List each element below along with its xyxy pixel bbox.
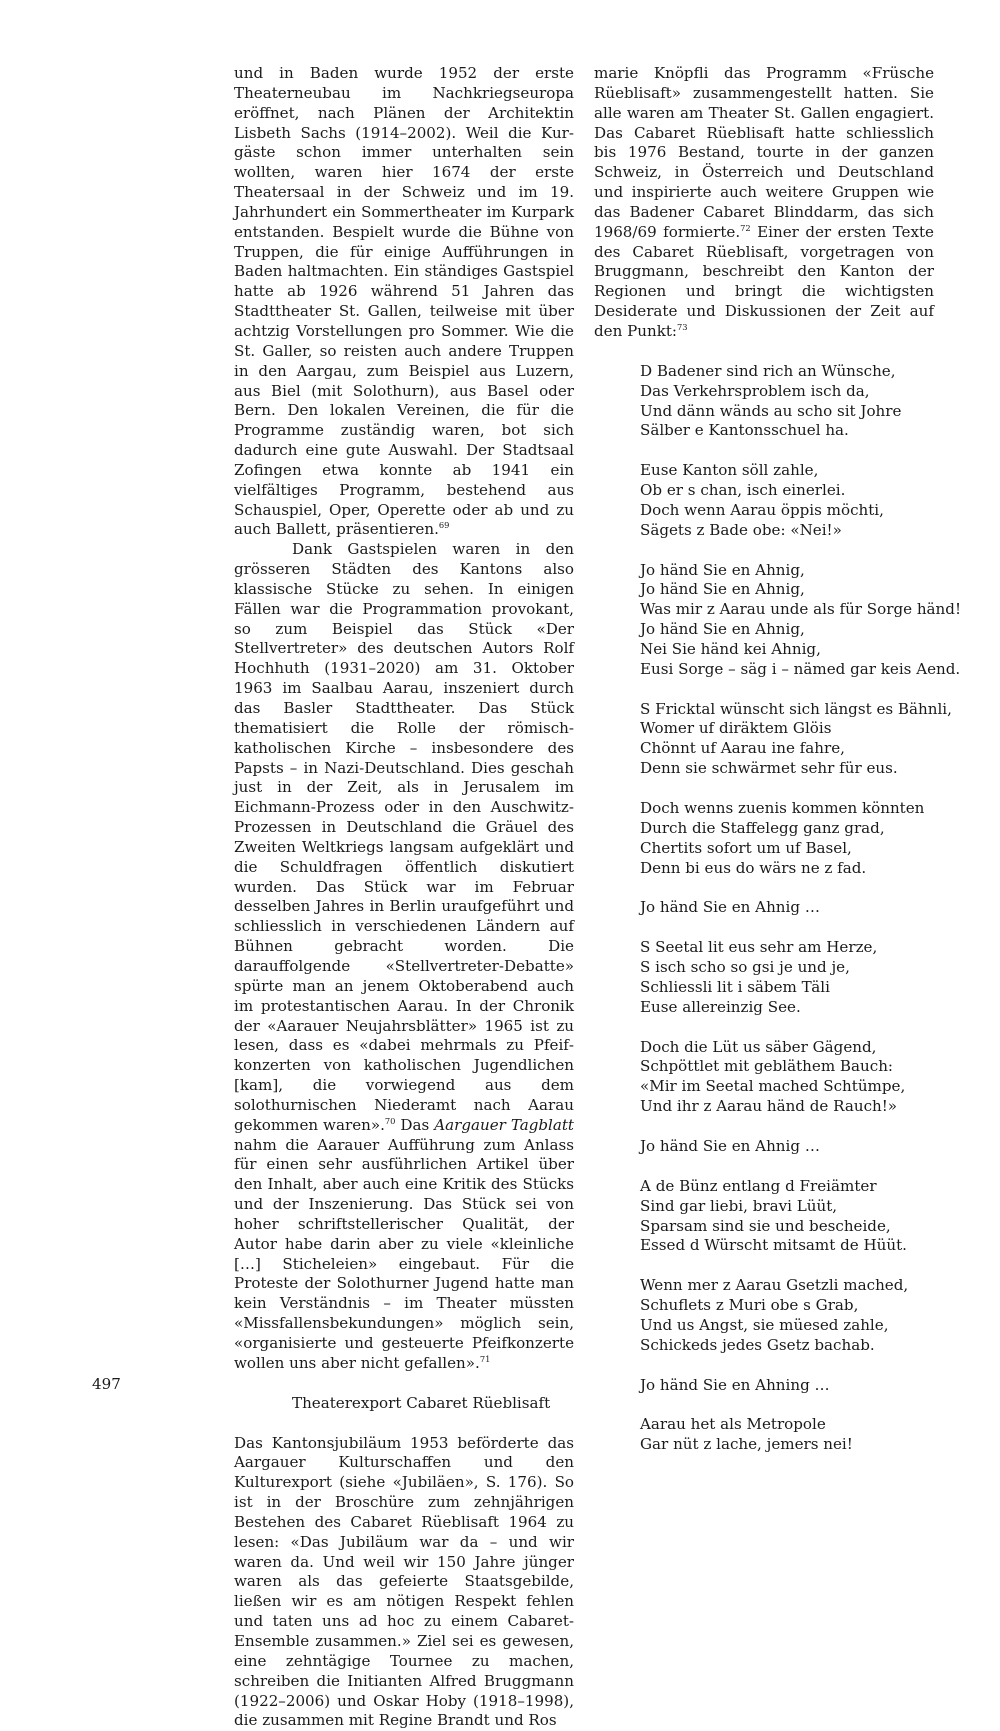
section-heading: Theaterexport Cabaret Rüeblisaft <box>292 1393 551 1412</box>
poem-line: Schickeds jedes Gsetz bachab. <box>640 1335 875 1354</box>
paragraph-text: marie Knöpfli das Programm «Früsche Rüeblisaft» zusammengestellt hatten. Sie alle waren am Theater St. Gallen engagiert. Das Cabaret Rüeblisaft hatte schliesslich bis 1976 Bestand, tourte in der ganzen Schweiz, in Österreich und Deutschland und inspirierte auch weitere Gruppen wie das Badener Cabaret Blinddarm, das sich 1968/69 formierte. <box>594 64 934 241</box>
poem-line: S Fricktal wünscht sich längst es Bähnli, <box>640 699 952 718</box>
poem-stanza <box>640 362 934 441</box>
poem-line: Nei Sie händ kei Ahnig, <box>640 639 821 658</box>
poem-line: Euse Kanton söll zahle, <box>640 461 819 480</box>
poem-line: Jo händ Sie en Ahnig … <box>640 1136 820 1155</box>
footnote-ref: 69 <box>438 520 450 531</box>
poem-line: Jo händ Sie en Ahnig … <box>640 898 820 917</box>
poem-line: Womer uf diräktem Glöis <box>640 719 832 738</box>
poem-stanza <box>640 898 934 918</box>
poem-line: Chertits sofort um uf Basel, <box>640 838 852 857</box>
poem-stanza <box>640 1137 934 1157</box>
paragraph-text: Das <box>395 1115 435 1134</box>
poem-line: A de Bünz entlang d Freiämter <box>640 1176 877 1195</box>
poem-line: Doch wenn Aarau öppis möchti, <box>640 500 884 519</box>
poem-line: S isch scho so gsi je und je, <box>640 958 850 977</box>
poem-line: Was mir z Aarau unde als für Sorge händ! <box>640 600 962 619</box>
poem-line: Wenn mer z Aarau Gsetzli mached, <box>640 1276 909 1295</box>
poem-line: Und ihr z Aarau händ de Rauch!» <box>640 1097 898 1116</box>
poem-line: D Badener sind rich an Wünsche, <box>640 361 896 380</box>
right-column <box>594 64 962 1475</box>
poem-line: Das Verkehrsproblem isch da, <box>640 381 870 400</box>
paragraph <box>234 1434 574 1731</box>
poem-stanza <box>640 1038 934 1117</box>
poem-line: Sälber e Kantonsschuel ha. <box>640 421 849 440</box>
poem-line: Und dänn wänds au scho sit Johre <box>640 401 902 420</box>
poem-line: Doch die Lüt us säber Gägend, <box>640 1037 877 1056</box>
poem-line: Schuflets z Muri obe s Grab, <box>640 1296 859 1315</box>
paragraph-text: Das Kantonsjubiläum 1953 beförderte das Aargauer Kulturschaffen und den Kulturexport (siehe «Jubiläen», S. 176). So ist in der Broschüre zum zehnjährigen Bestehen des Cabaret Rüeblisaft 1964 zu lesen: «Das Jubiläum war da – und wir waren da. Und weil wir 150 Jahre jünger waren als das gefeierte Staatsgebilde, ließen wir es am nötigen Respekt fehlen und taten uns ad hoc zu einem Cabaret-Ensemble zusammen.» Ziel sei es gewesen, eine zehntägige Tournee zu machen, schreiben die Initianten Alfred Bruggmann (1922–2006) und Oskar Hoby (1918–1998), die zusammen mit Regine Brandt und Ros <box>234 1433 574 1730</box>
poem-line: S Seetal lit eus sehr am Herze, <box>640 938 878 957</box>
poem-line: Euse allereinzig See. <box>640 997 801 1016</box>
poem-line: Schpöttlet mit gebläthem Bauch: <box>640 1057 894 1076</box>
poem-line: «Mir im Seetal mached Schtümpe, <box>640 1077 906 1096</box>
poem-stanza <box>640 1415 934 1455</box>
footnote-ref: 71 <box>479 1354 491 1365</box>
paragraph-text: Dank Gastspielen waren in den grösseren Städten des Kantons also klassische Stücke zu sehen. In einigen Fällen war die Programmation provokant, so zum Beispiel das Stück «Der Stellvertreter» des deutschen Autors Rolf Hochhuth (1931–2020) am 31. Oktober 1963 im Saalbau Aarau, inszeniert durch das Basler Stadttheater. Das Stück thematisiert die Rolle der römisch-katholischen Kirche – insbesondere des Papsts – in Nazi-Deutschland. Dies geschah just in der Zeit, als in Jerusalem im Eichmann-Prozess oder in den Auschwitz-Prozessen in Deutschland die Gräuel des Zweiten Weltkriegs langsam aufgeklärt und die Schuldfragen öffentlich diskutiert wurden. Das Stück war im Februar desselben Jahres in Berlin uraufgeführt und schliesslich in verschiedenen Ländern auf Bühnen gebracht worden. Die darauffolgende «Stellvertreter-Debatte» spürte man an jenem Oktoberabend auch im protestantischen Aarau. In der Chronik der «Aarauer Neujahrsblätter» 1965 ist zu lesen, dass es «dabei mehrmals zu Pfeifkonzerten von katholischen Jugendlichen [kam], die vorwiegend aus dem solothurnischen Niederamt nach Aarau gekommen waren». <box>234 540 574 1134</box>
italic-title: Aargauer Tagblatt <box>434 1115 574 1134</box>
poem-line: Jo händ Sie en Ahnig, <box>640 560 805 579</box>
paragraph <box>594 64 934 342</box>
paragraph <box>234 540 574 1373</box>
footnote-ref: 70 <box>384 1115 396 1126</box>
poem-line: Chönnt uf Aarau ine fahre, <box>640 739 845 758</box>
poem-stanza <box>640 1177 934 1256</box>
poem-line: Durch die Staffelegg ganz grad, <box>640 818 885 837</box>
poem-stanza <box>640 799 934 878</box>
paragraph-text: und in Baden wurde 1952 der erste Theaterneubau im Nachkriegseuropa eröffnet, nach Plänen der Architektin Lisbeth Sachs (1914–2002). Weil die Kurgäste schon immer unterhalten sein wollten, waren hier 1674 der erste Theatersaal in der Schweiz und im 19. Jahrhundert ein Sommertheater im Kurpark entstanden. Bespielt wurde die Bühne von Truppen, die für einige Aufführungen in Baden haltmachten. Ein ständiges Gastspiel hatte ab 1926 während 51 Jahren das Stadttheater St. Gallen, teilweise mit über achtzig Vorstellungen pro Sommer. Wie die St. Galler, so reisten auch andere Truppen in den Aargau, zum Beispiel aus Luzern, aus Biel (mit Solothurn), aus Basel oder Bern. Den lokalen Vereinen, die für die Programme zuständig waren, bot sich dadurch eine gute Auswahl. Der Stadtsaal Zofingen etwa konnte ab 1941 ein vielfältiges Programm, bestehend aus Schauspiel, Oper, Operette oder ab und zu auch Ballett, präsentieren. <box>234 64 574 539</box>
footnote-ref: 72 <box>740 222 751 233</box>
poem-line: Essed d Würscht mitsamt de Hüüt. <box>640 1236 907 1255</box>
poem-line: Doch wenns zuenis kommen könnten <box>640 799 925 817</box>
poem-line: Jo händ Sie en Ahnig, <box>640 620 805 639</box>
footnote-ref: 73 <box>677 322 688 333</box>
poem-stanza <box>640 1276 934 1355</box>
paragraph <box>234 64 574 540</box>
poem <box>640 361 962 1455</box>
poem-line: Jo händ Sie en Ahning … <box>640 1375 830 1394</box>
poem-line: Schliessli lit i säbem Täli <box>640 977 830 996</box>
poem-stanza <box>640 699 952 779</box>
poem-line: Gar nüt z lache, jemers nei! <box>640 1435 853 1454</box>
poem-line: Jo händ Sie en Ahnig, <box>640 580 805 599</box>
poem-line: Ob er s chan, isch einerlei. <box>640 481 846 500</box>
poem-line: Sägets z Bade obe: «Nei!» <box>640 520 842 539</box>
poem-line: Denn bi eus do wärs ne z fad. <box>640 858 867 877</box>
poem-stanza <box>640 938 934 1017</box>
poem-stanza <box>640 560 962 680</box>
poem-line: Denn sie schwärmet sehr für eus. <box>640 759 898 778</box>
poem-line: Sind gar liebi, bravi Lüüt, <box>640 1196 838 1215</box>
poem-line: Aarau het als Metropole <box>640 1415 826 1434</box>
paragraph-text: Einer der ersten Texte des Cabaret Rüeblisaft, vorgetragen von Bruggmann, beschreibt den Kanton der Regionen und bringt die wichtigsten Desiderate und Diskussionen der Zeit auf den Punkt: <box>594 222 934 340</box>
poem-stanza <box>640 461 934 540</box>
page-number: 497 <box>92 1375 121 1393</box>
paragraph-text: nahm die Aarauer Aufführung zum Anlass für einen sehr ausführlichen Artikel über den Inhalt, aber auch eine Kritik des Stücks und der Inszenierung. Das Stück sei von hoher schriftstellerischer Qualität, der Autor habe darin aber zu viele «kleinliche […] Sticheleien» eingebaut. Für die Proteste der Solothurner Jugend hatte man kein Verständnis – im Theater müssten «Missfallensbekundungen» möglich sein, «organisierte und gesteuerte Pfeifkonzerte wollen uns aber nicht gefallen». <box>234 1135 574 1372</box>
left-column <box>234 64 574 1731</box>
poem-line: Eusi Sorge – säg i – nämed gar keis Aend. <box>640 659 961 678</box>
poem-line: Und us Angst, sie müesed zahle, <box>640 1315 889 1334</box>
poem-line: Sparsam sind sie und bescheide, <box>640 1216 891 1235</box>
poem-stanza <box>640 1376 934 1396</box>
